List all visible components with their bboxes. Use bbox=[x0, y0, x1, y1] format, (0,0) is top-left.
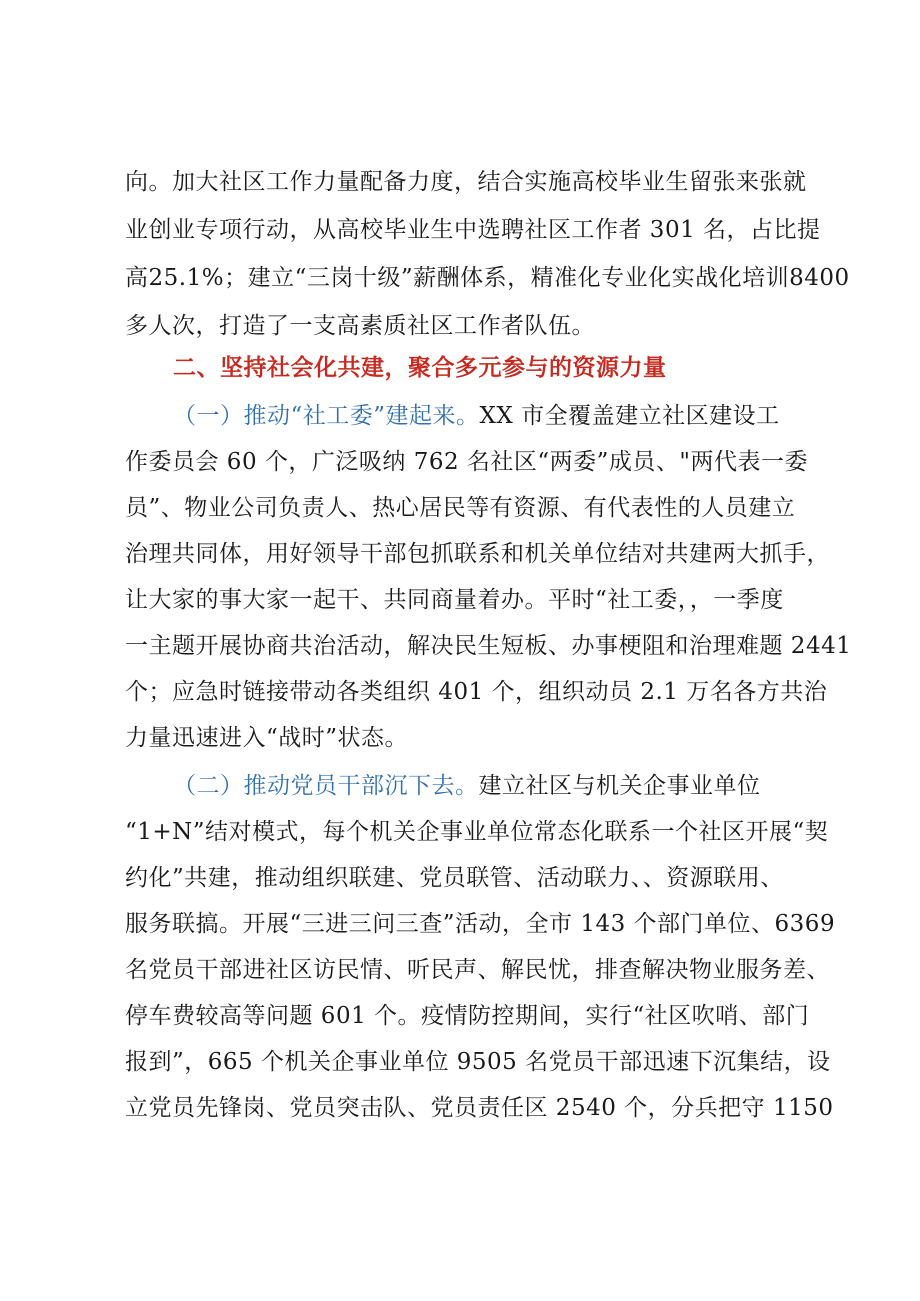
section-heading: 二、坚持社会化共建，聚合多元参与的资源力量 bbox=[173, 355, 667, 381]
para1-line-1: 向。加大社区工作力量配备力度，结合实施高校毕业生留张来张就 bbox=[125, 169, 807, 195]
item1-line-8: 力量迅速进入“战时”状态。 bbox=[125, 725, 409, 751]
item2-line-6: 停车费较高等问题 601 个。疫情防控期间，实行“社区吹哨、部门 bbox=[125, 1003, 810, 1029]
para1-line-2: 业创业专项行动，从高校毕业生中选聘社区工作者 301 名，占比提 bbox=[125, 217, 821, 243]
item1-line-6: 一主题开展协商共治活动，解决民生短板、办事梗阻和治理难题 2441 bbox=[125, 633, 852, 659]
item1-first-line-text: XX 市全覆盖建立社区建设工 bbox=[479, 403, 780, 429]
item1-line-4: 治理共同体，用好领导干部包抓联系和机关单位结对共建两大抓手， bbox=[125, 541, 830, 567]
item2-line-3: 约化”共建，推动组织联建、党员联管、活动联力、、资源联用、 bbox=[125, 865, 784, 891]
item1-line-3: 员”、物业公司负责人、热心居民等有资源、有代表性的人员建立 bbox=[125, 495, 796, 521]
item2-line-2: “1+N”结对模式，每个机关企事业单位常态化联系一个社区开展“契 bbox=[125, 819, 829, 845]
para1-line-4: 多人次，打造了一支高素质社区工作者队伍。 bbox=[125, 313, 595, 339]
item2-title: （二）推动党员干部沉下去。 bbox=[173, 773, 479, 799]
item2-line-7: 报到”，665 个机关企事业单位 9505 名党员干部迅速下沉集结，设 bbox=[125, 1049, 831, 1075]
item2-line-4: 服务联搞。开展“三进三问三查”活动，全市 143 个部门单位、6369 bbox=[125, 911, 836, 937]
item1-line-5: 让大家的事大家一起干、共同商量着办。平时“社工委，，一季度 bbox=[125, 587, 784, 613]
para1-line-3: 高25.1%；建立“三岗十级”薪酬体系，精准化专业化实战化培训8400 bbox=[125, 265, 850, 291]
item2-line-5: 名党员干部进社区访民情、听民声、解民忧，排查解决物业服务差、 bbox=[125, 957, 830, 983]
item1-line-7: 个；应急时链接带动各类组织 401 个，组织动员 2.1 万名各方共治 bbox=[125, 679, 828, 705]
item2-first-line-text: 建立社区与机关企事业单位 bbox=[478, 773, 761, 799]
item1-first-line bbox=[173, 400, 780, 432]
item1-line-2: 作委员会 60 个，广泛吸纳 762 名社区“两委”成员、"两代表一委 bbox=[125, 449, 809, 475]
item2-line-8: 立党员先锋岗、党员突击队、党员责任区 2540 个，分兵把守 1150 bbox=[125, 1095, 834, 1121]
item1-title: （一）推动“社工委”建起来。 bbox=[173, 403, 480, 429]
item2-first-line bbox=[173, 770, 761, 802]
